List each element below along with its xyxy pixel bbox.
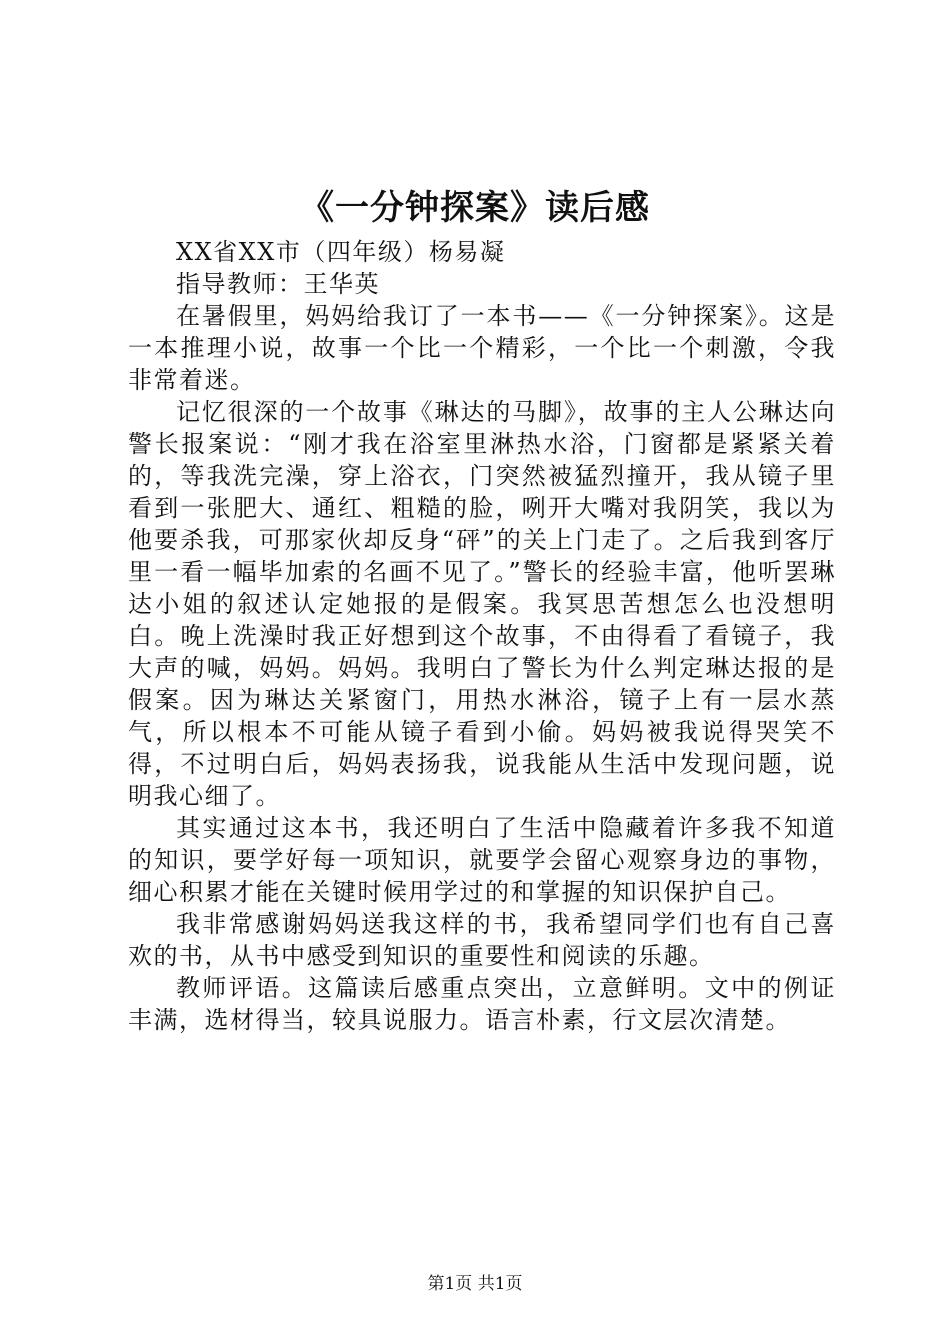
document-body bbox=[128, 236, 836, 1036]
teacher-comment: 教师评语。这篇读后感重点突出，立意鲜明。文中的例证丰满，选材得当，较具说服力。语言朴素，行文层次清楚。 bbox=[128, 974, 836, 1034]
document-title: 《一分钟探案》读后感 bbox=[300, 188, 650, 228]
body-paragraph: 我非常感谢妈妈送我这样的书，我希望同学们也有自己喜欢的书，从书中感受到知识的重要性和阅读的乐趣。 bbox=[128, 910, 836, 970]
author-line: XX省XX市（四年级）杨易凝 bbox=[176, 238, 506, 266]
teacher-line: 指导教师：王华英 bbox=[176, 270, 380, 298]
body-paragraph: 其实通过这本书，我还明白了生活中隐藏着许多我不知道的知识，要学好每一项知识，就要学会留心观察身边的事物，细心积累才能在关键时候用学过的和掌握的知识保护自己。 bbox=[128, 814, 836, 906]
page-number-footer: 第1页 共1页 bbox=[427, 1274, 523, 1294]
body-paragraph: 在暑假里，妈妈给我订了一本书——《一分钟探案》。这是一本推理小说，故事一个比一个精彩，一个比一个刺激，令我非常着迷。 bbox=[128, 302, 836, 394]
body-paragraph: 记忆很深的一个故事《琳达的马脚》，故事的主人公琳达向警长报案说：“刚才我在浴室里淋热水浴，门窗都是紧紧关着的，等我洗完澡，穿上浴衣，门突然被猛烈撞开，我从镜子里看到一张肥大、通红、粗糙的脸，咧开大嘴对我阴笑，我以为他要杀我，可那家伙却反身“砰”的关上门走了。之后我到客厅里一看一幅毕加索的名画不见了。”警长的经验丰富，他听罢琳达小姐的叙述认定她报的是假案。我冥思苦想怎么也没想明白。晚上洗澡时我正好想到这个故事，不由得看了看镜子，我大声的喊，妈妈。妈妈。我明白了警长为什么判定琳达报的是假案。因为琳达关紧窗门，用热水淋浴，镜子上有一层水蒸气，所以根本不可能从镜子看到小偷。妈妈被我说得哭笑不得，不过明白后，妈妈表扬我，说我能从生活中发现问题，说明我心细了。 bbox=[128, 398, 836, 810]
